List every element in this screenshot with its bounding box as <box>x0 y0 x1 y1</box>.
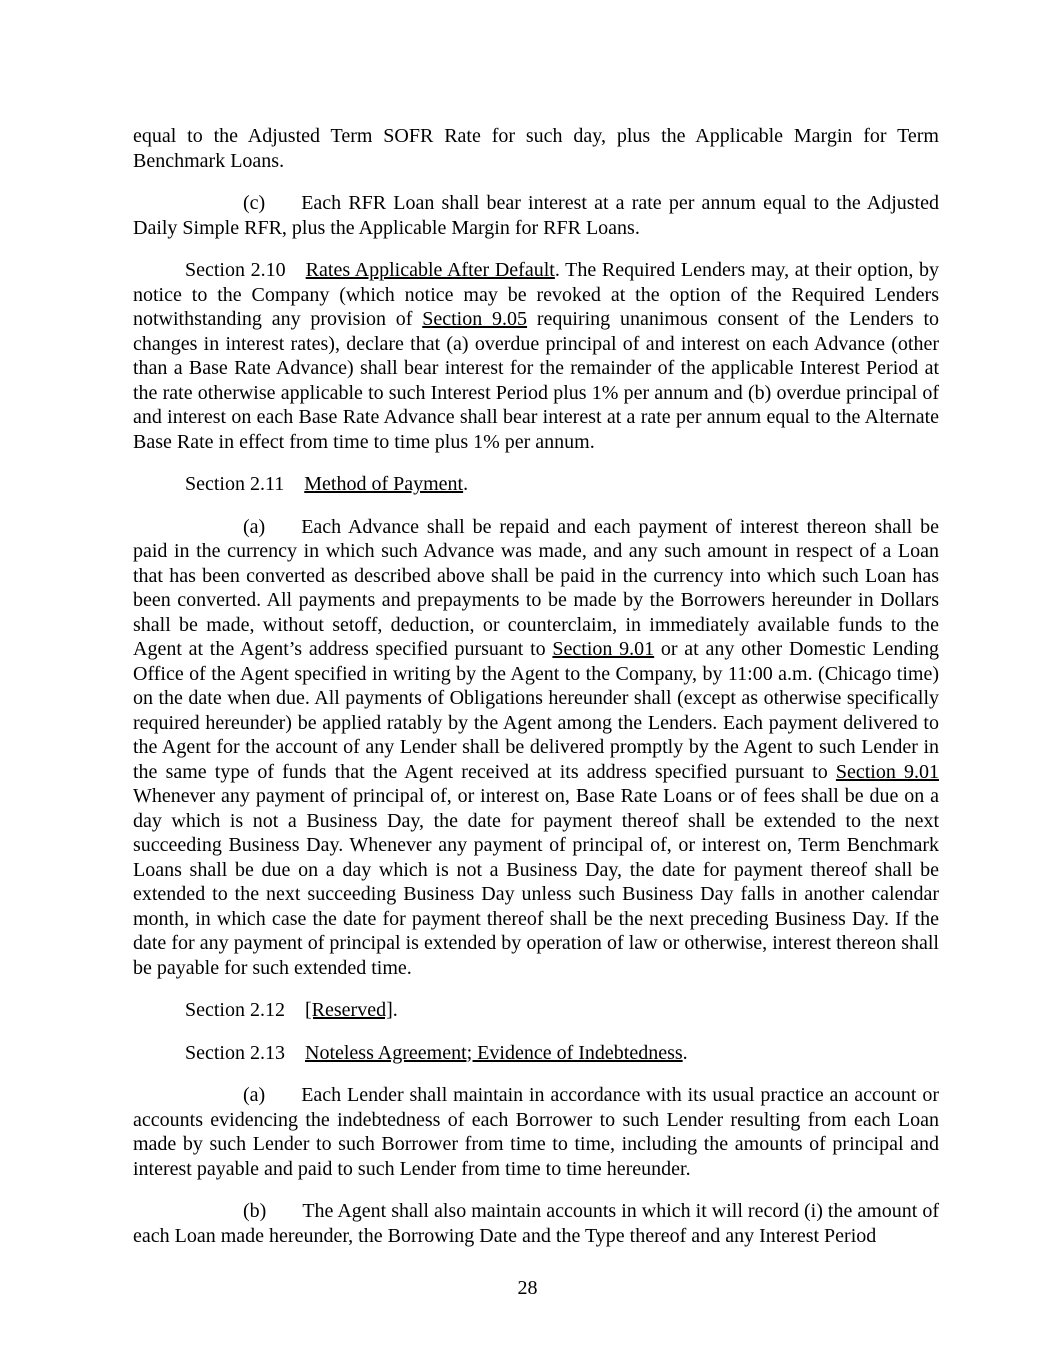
paragraph <box>133 258 939 454</box>
text-run: Section 2.12 <box>185 999 285 1021</box>
underlined-text-run: Section 9.05 <box>422 308 528 330</box>
paragraph <box>133 1199 939 1248</box>
text-run: Section 2.11 <box>185 473 285 495</box>
text-run: requiring unanimous consent of the Lenders to changes in interest rates), declare that (a) overdue principal of and interest on each Advance (other than a Base Rate Advance) shall bear interest for the remainder of the applicable Interest Period at the rate otherwise applicable to such Interest Period plus 1% per annum and (b) overdue principal of and interest on each Base Rate Advance shall bear interest at a rate per annum equal to the Alternate Base Rate in effect from time to time plus 1% per annum. <box>133 308 940 453</box>
underlined-text-run: Section 9.01 <box>552 638 655 660</box>
text-run: (c) <box>243 192 266 214</box>
text-run: . <box>463 473 469 495</box>
text-run: equal to the Adjusted Term SOFR Rate for such day, plus the Applicable Margin for Term Benchmark Loans. <box>133 125 939 172</box>
page-number: 28 <box>517 1277 538 1299</box>
paragraph <box>133 998 939 1023</box>
underlined-text-run: [Reserved] <box>305 999 393 1021</box>
paragraph <box>133 191 939 240</box>
paragraph <box>133 472 939 497</box>
text-run: . The Required Lenders may, at their option, by notice to the Company (which notice may be revoked at the option of the Required Lenders notwithstanding any provision of <box>133 259 939 330</box>
paragraph <box>133 515 939 981</box>
text-run: The Agent shall also maintain accounts in which it will record (i) the amount of each Loan made hereunder, the Borrowing Date and the Type thereof and any Interest Period <box>133 1200 939 1247</box>
text-run: . <box>682 1041 688 1064</box>
underlined-text-run: Section 9.01 <box>835 760 939 783</box>
text-run: Each RFR Loan shall bear interest at a rate per annum equal to the Adjusted Daily Simple RFR, plus the Applicable Margin for RFR Loans. <box>133 192 939 239</box>
paragraph <box>133 1041 939 1066</box>
text-run: Section 2.10 <box>185 259 286 281</box>
text-run: Each Advance shall be repaid and each payment of interest thereon shall be paid in the currency in which such Advance was made, and any such amount in respect of a Loan that has been converted as described above shall be paid in the currency into which such Loan has been converted. All payments and prepayments to be made by the Borrowers hereunder in Dollars shall be made, without setoff, deduction, or counterclaim, in immediately available funds to the Agent at the Agent’s address specified pursuant to <box>133 515 939 660</box>
text-run: Section 2.13 <box>185 1041 285 1064</box>
text-run: Whenever any payment of principal of, or interest on, Base Rate Loans or of fees shall be due on a day which is not a Business Day, the date for payment thereof shall be extended to the next succeeding Business Day. Whenever any payment of principal of, or interest on, Term Benchmark Loans shall be due on a day which is not a Business Day, the date for payment thereof shall be extended to the next succeeding Business Day unless such Business Day falls in another calendar month, in which case the date for payment thereof shall be the next preceding Business Day. If the date for any payment of principal is extended by operation of law or otherwise, interest thereon shall be payable for such extended time. <box>133 785 939 979</box>
text-run: (a) <box>243 1084 266 1106</box>
document-body <box>133 124 939 1266</box>
underlined-text-run: Rates Applicable After Default <box>305 259 555 281</box>
text-run: . <box>392 999 398 1021</box>
paragraph <box>133 1083 939 1181</box>
text-run: Each Lender shall maintain in accordance with its usual practice an account or accounts evidencing the indebtedness of each Borrower to such Lender resulting from each Loan made by such Lender to such Borrower from time to time, including the amounts of principal and interest payable and paid to such Lender from time to time hereunder. <box>133 1084 939 1180</box>
paragraph <box>133 124 939 173</box>
underlined-text-run: Noteless Agreement; Evidence of Indebtedness <box>305 1041 683 1064</box>
underlined-text-run: Method of Payment <box>304 473 464 495</box>
text-run: (a) <box>243 515 266 538</box>
text-run: (b) <box>243 1200 267 1222</box>
text-run: or at any other Domestic Lending Office of the Agent specified in writing by the Agent to the Company, by 11:00 a.m. (Chicago time) on the date when due. All payments of Obligations hereunder shall (except as otherwise specifically required hereunder) be applied ratably by the Agent among the Lenders. Each payment delivered to the Agent for the account of any Lender shall be delivered promptly by the Agent to such Lender in the same type of funds that the Agent received at its address specified pursuant to <box>133 638 939 783</box>
